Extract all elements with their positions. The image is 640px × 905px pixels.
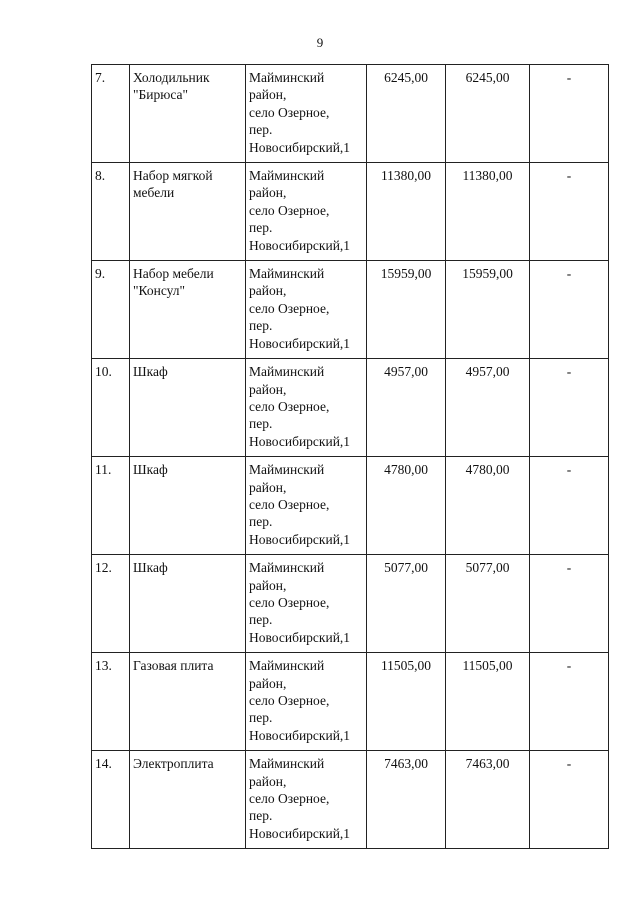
item-value-2: 4957,00 [446,359,530,457]
item-value-2: 5077,00 [446,555,530,653]
address-line: Майминский [249,364,325,380]
address-line: Новосибирский,1 [249,825,351,841]
address-line: район, [249,479,287,495]
address-line: пер. [249,514,273,530]
address-line: село Озерное, [249,300,330,316]
item-address [246,457,367,555]
address-line: район, [249,381,287,397]
item-name: Шкаф [130,359,246,457]
address-line: Новосибирский,1 [249,139,351,155]
row-number: 13. [92,653,130,751]
item-name: Шкаф [130,457,246,555]
page-number: 9 [316,35,324,50]
item-value-1: 4957,00 [367,359,446,457]
address-line: Новосибирский,1 [249,531,351,547]
item-extra: - [530,653,609,751]
address-line: район, [249,577,287,593]
address-line: Новосибирский,1 [249,237,351,253]
item-extra: - [530,163,609,261]
address-line: пер. [249,220,273,236]
item-name: Газовая плита [130,653,246,751]
address-line: район, [249,283,287,299]
row-number: 14. [92,751,130,849]
item-address [246,359,367,457]
address-line: село Озерное, [249,496,330,512]
address-line: район, [249,773,287,789]
item-value-1: 7463,00 [367,751,446,849]
item-address [246,65,367,163]
address-line: Майминский [249,560,325,576]
item-extra: - [530,555,609,653]
item-address [246,751,367,849]
address-line: пер. [249,122,273,138]
address-line: пер. [249,318,273,334]
address-line: район, [249,185,287,201]
item-name: Электроплита [130,751,246,849]
item-name: Холодильник "Бирюса" [130,65,246,163]
item-value-2: 15959,00 [446,261,530,359]
item-name: Набор мебели "Консул" [130,261,246,359]
address-line: Новосибирский,1 [249,433,351,449]
item-name: Шкаф [130,555,246,653]
item-address [246,555,367,653]
table-row [92,457,609,555]
address-line: Майминский [249,266,325,282]
address-line: пер. [249,612,273,628]
address-line: Новосибирский,1 [249,727,351,743]
item-extra: - [530,359,609,457]
table-row [92,359,609,457]
address-line: пер. [249,710,273,726]
address-line: Новосибирский,1 [249,629,351,645]
address-line: село Озерное, [249,693,330,708]
address-line: село Озерное, [249,202,330,218]
table-row [92,751,609,849]
address-line: село Озерное, [249,594,330,610]
item-address [246,163,367,261]
item-extra: - [530,751,609,849]
address-line: район, [249,87,287,103]
item-value-2: 7463,00 [446,751,530,849]
row-number: 12. [92,555,130,653]
address-line: пер. [249,808,273,824]
row-number: 10. [92,359,130,457]
item-value-2: 6245,00 [446,65,530,163]
item-name: Набор мягкой мебели [130,163,246,261]
address-line: Майминский [249,462,325,478]
item-value-2: 4780,00 [446,457,530,555]
table-row [92,65,609,163]
address-line: Новосибирский,1 [249,335,351,351]
item-value-1: 11505,00 [367,653,446,751]
item-extra: - [530,457,609,555]
table-row [92,163,609,261]
row-number: 9. [92,261,130,359]
address-line: пер. [249,416,273,432]
table-row [92,261,609,359]
address-line: Майминский [249,70,325,85]
address-line: Майминский [249,756,325,772]
row-number: 7. [92,65,130,163]
address-line: Майминский [249,658,325,674]
item-value-1: 11380,00 [367,163,446,261]
item-value-2: 11505,00 [446,653,530,751]
address-line: район, [249,675,287,691]
item-value-1: 15959,00 [367,261,446,359]
table-row [92,653,609,751]
row-number: 11. [92,457,130,555]
address-line: село Озерное, [249,104,330,120]
item-value-1: 6245,00 [367,65,446,163]
item-extra: - [530,65,609,163]
item-value-1: 4780,00 [367,457,446,555]
row-number: 8. [92,163,130,261]
address-line: село Озерное, [249,791,330,807]
table-row [92,555,609,653]
property-table [91,64,609,849]
property-table-body [92,65,609,849]
item-address [246,261,367,359]
address-line: село Озерное, [249,398,330,414]
address-line: Майминский [249,168,325,184]
item-value-1: 5077,00 [367,555,446,653]
item-address [246,653,367,751]
item-value-2: 11380,00 [446,163,530,261]
item-extra: - [530,261,609,359]
